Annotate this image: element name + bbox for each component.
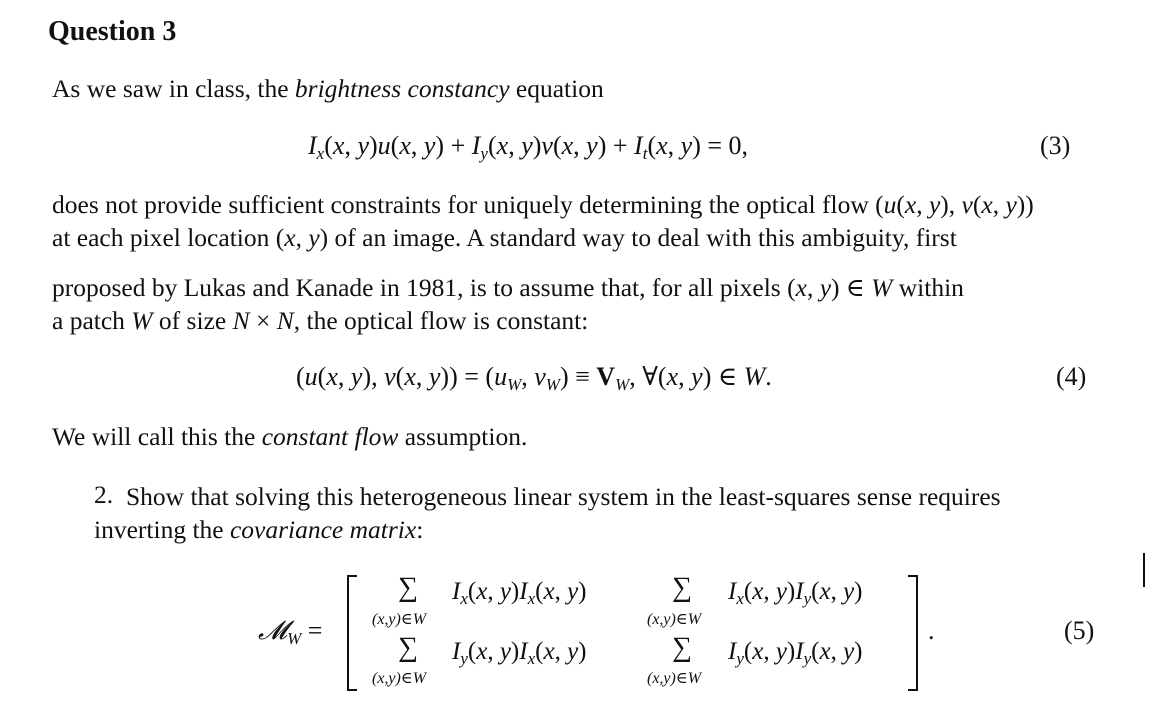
sum-index: (x,y)∈W (372, 670, 427, 687)
sum-symbol: ∑ (398, 572, 418, 603)
matrix-entry-22: $I_y(x$, $y)I_y(x$, y) (728, 638, 863, 668)
question-heading: Question 3 (48, 16, 177, 47)
paragraph-line-3: proposed by Lukas and Kanade in 1981, is to assume that, for all pixels (x, y) ∈ W within (52, 273, 964, 302)
equation-4: (u(x, y), v(x, $y)) = (u_W$, $v_W) \equiv V_W$, ∀(x, y) ∈ W. (296, 362, 772, 394)
sum-index: (x,y)∈W (372, 611, 427, 628)
equation-3: $I_x(x$, y)u(x, $y) + I_y(x$, y)v(x, $y) + I_t(x$, y) = 0, (308, 131, 749, 163)
matrix-right-bracket (908, 575, 918, 691)
sum-symbol: ∑ (672, 572, 692, 603)
matrix-entry-21: $I_y(x$, $y)I_x(x$, y) (452, 638, 587, 668)
equation-5-number: (5) (1064, 616, 1095, 645)
equation-3-number: (3) (1040, 131, 1071, 160)
item-line-1: Show that solving this heterogeneous linear system in the least-squares sense requires (126, 482, 1001, 511)
sum-index: (x,y)∈W (647, 670, 702, 687)
paragraph-line-1: does not provide sufficient constraints for uniquely determining the optical flow (u(x, y), v(x, y)) (52, 190, 1034, 219)
equation-4-number: (4) (1056, 362, 1087, 391)
text-cursor (1143, 553, 1145, 587)
item-number: 2. (94, 480, 114, 509)
sum-symbol: ∑ (398, 632, 418, 663)
sum-index: (x,y)∈W (647, 611, 702, 628)
constant-flow-paragraph: We will call this the constant flow assumption. (52, 422, 528, 451)
item-line-2: inverting the covariance matrix: (94, 515, 424, 544)
matrix-lhs: 𝓜$_W$ = (258, 616, 323, 648)
paragraph-line-2: at each pixel location (x, y) of an image. A standard way to deal with this ambiguity, first (52, 223, 957, 252)
matrix-entry-12: $I_x(x$, $y)I_y(x$, y) (728, 578, 863, 608)
sum-symbol: ∑ (672, 632, 692, 663)
paragraph-line-4: a patch W of size N × N, the optical flow is constant: (52, 306, 589, 335)
matrix-left-bracket (347, 575, 357, 691)
matrix-entry-11: $I_x(x$, $y)I_x(x$, y) (452, 578, 587, 608)
intro-paragraph: As we saw in class, the brightness constancy equation (52, 74, 604, 103)
matrix-period: . (928, 616, 935, 645)
